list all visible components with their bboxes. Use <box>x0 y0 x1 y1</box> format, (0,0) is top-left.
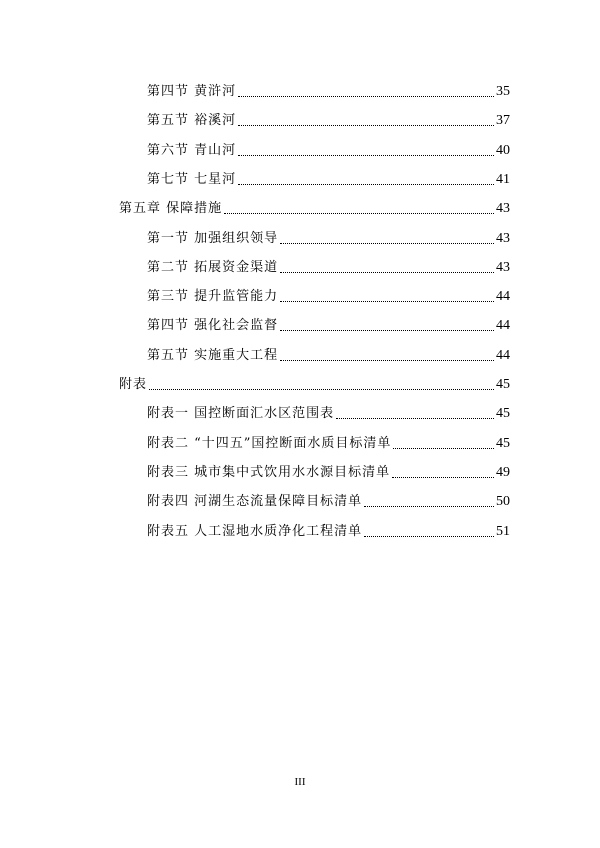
page-number: III <box>294 776 306 788</box>
toc-entry-page: 45 <box>496 377 510 392</box>
toc-entry[interactable] <box>147 109 510 129</box>
dot-leader <box>224 213 494 214</box>
toc-entry[interactable] <box>147 520 510 540</box>
toc-chapter-entry[interactable] <box>119 197 510 217</box>
dot-leader <box>238 155 494 156</box>
toc-entry-label: 第一节 加强组织领导 <box>147 231 279 246</box>
dot-leader <box>149 389 494 390</box>
toc-entry[interactable] <box>147 461 510 481</box>
toc-entry-page: 50 <box>496 494 510 509</box>
toc-entry-label: 第五节 裕溪河 <box>147 113 237 128</box>
dot-leader <box>280 243 494 244</box>
dot-leader <box>364 536 494 537</box>
dot-leader <box>280 272 494 273</box>
dot-leader <box>238 96 494 97</box>
dot-leader <box>280 330 494 331</box>
toc-entry-label: 附表二 “十四五”国控断面水质目标清单 <box>147 436 392 451</box>
toc-entry-page: 35 <box>496 84 510 99</box>
toc-entry-page: 37 <box>496 113 510 128</box>
dot-leader <box>393 448 494 449</box>
toc-entry[interactable] <box>147 314 510 334</box>
toc-entry[interactable] <box>147 256 510 276</box>
toc-entry[interactable] <box>147 227 510 247</box>
toc-entry-label: 附表四 河湖生态流量保障目标清单 <box>147 494 363 509</box>
toc-entry[interactable] <box>147 402 510 422</box>
toc-entry-label: 附表五 人工湿地水质净化工程清单 <box>147 524 363 539</box>
toc-entry-page: 44 <box>496 348 510 363</box>
dot-leader <box>392 477 494 478</box>
toc-entry-label: 第五节 实施重大工程 <box>147 348 279 363</box>
toc-entry-page: 44 <box>496 318 510 333</box>
toc-entry-label: 第六节 青山河 <box>147 143 237 158</box>
toc-entry-page: 41 <box>496 172 510 187</box>
toc-entry-label: 第二节 拓展资金渠道 <box>147 260 279 275</box>
toc-chapter-entry[interactable] <box>119 373 510 393</box>
toc-entry-page: 45 <box>496 406 510 421</box>
toc-entry-label: 第五章 保障措施 <box>119 201 223 216</box>
toc-entry-page: 43 <box>496 260 510 275</box>
dot-leader <box>238 184 494 185</box>
dot-leader <box>364 506 494 507</box>
toc-entry[interactable] <box>147 80 510 100</box>
toc-entry[interactable] <box>147 168 510 188</box>
toc-entry-label: 第四节 强化社会监督 <box>147 318 279 333</box>
toc-entry[interactable] <box>147 490 510 510</box>
toc-entry-label: 附表 <box>119 377 148 392</box>
toc-entry-label: 第七节 七星河 <box>147 172 237 187</box>
toc-entry-page: 40 <box>496 143 510 158</box>
toc-entry-page: 43 <box>496 201 510 216</box>
toc-entry-page: 51 <box>496 524 510 539</box>
toc-entry[interactable] <box>147 344 510 364</box>
dot-leader <box>336 418 494 419</box>
toc-entry-page: 49 <box>496 465 510 480</box>
toc-entry-label: 第四节 黄浒河 <box>147 84 237 99</box>
toc-entry[interactable] <box>147 285 510 305</box>
toc-entry-page: 43 <box>496 231 510 246</box>
toc-entry-label: 附表一 国控断面汇水区范围表 <box>147 406 335 421</box>
toc-entry[interactable] <box>147 139 510 159</box>
dot-leader <box>280 360 494 361</box>
toc-entry-label: 附表三 城市集中式饮用水水源目标清单 <box>147 465 391 480</box>
dot-leader <box>238 125 494 126</box>
toc-entry-page: 45 <box>496 436 510 451</box>
toc-entry-page: 44 <box>496 289 510 304</box>
toc-entry[interactable] <box>147 432 510 452</box>
dot-leader <box>280 301 494 302</box>
toc-entry-label: 第三节 提升监管能力 <box>147 289 279 304</box>
